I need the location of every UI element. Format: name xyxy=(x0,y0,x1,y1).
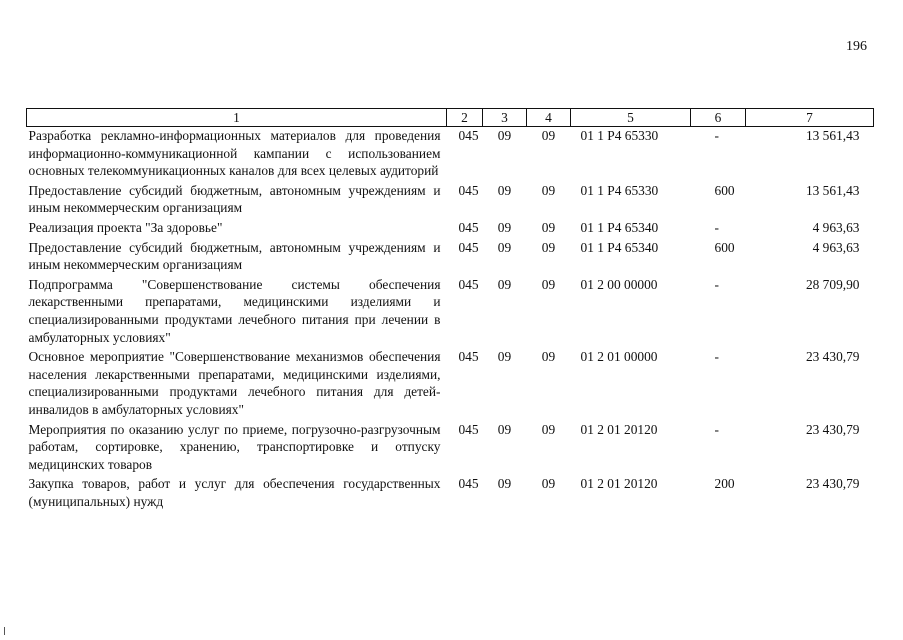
section-code: 09 xyxy=(497,421,512,437)
table-row xyxy=(27,348,874,420)
item-name: Закупка товаров, работ и услуг для обеспечения государственных (муниципальных) нужд xyxy=(28,476,441,509)
target-article-code: 01 1 Р4 65340 xyxy=(580,239,659,255)
expense-type-code: 200 xyxy=(714,476,735,492)
item-name: Разработка рекламно-информационных материалов для проведения информационно-коммуникационной кампании с использованием основных телекоммуникационных каналов для всех целевых аудиторий xyxy=(28,128,441,179)
item-name: Реализация проекта "За здоровье" xyxy=(28,219,223,235)
subsection-code: 09 xyxy=(541,421,556,437)
header-col-4: 4 xyxy=(527,109,571,127)
target-article-code: 01 1 Р4 65340 xyxy=(580,219,659,235)
subsection-code: 09 xyxy=(541,128,556,143)
expense-type-code: - xyxy=(714,349,719,365)
header-row xyxy=(27,109,874,127)
expense-type-code: - xyxy=(714,276,719,292)
expense-type-code: - xyxy=(714,421,719,437)
header-col-5: 5 xyxy=(571,109,691,127)
budget-table xyxy=(26,108,874,512)
target-article-code: 01 2 01 20120 xyxy=(580,421,658,437)
section-code: 09 xyxy=(497,128,512,143)
subsection-code: 09 xyxy=(541,219,556,235)
subsection-code: 09 xyxy=(541,349,556,365)
subsection-code: 09 xyxy=(541,476,556,492)
section-code: 09 xyxy=(497,276,512,292)
grbs-code: 045 xyxy=(458,476,479,492)
header-col-2: 2 xyxy=(447,109,483,127)
amount: 23 430,79 xyxy=(805,421,860,437)
amount: 23 430,79 xyxy=(805,349,860,365)
grbs-code: 045 xyxy=(458,182,479,198)
header-col-6: 6 xyxy=(691,109,746,127)
grbs-code: 045 xyxy=(458,219,479,235)
subsection-code: 09 xyxy=(541,276,556,292)
target-article-code: 01 2 00 00000 xyxy=(580,276,658,292)
header-col-3: 3 xyxy=(483,109,527,127)
expense-type-code: 600 xyxy=(714,182,735,198)
item-name: Мероприятия по оказанию услуг по приеме, погрузочно-разгрузочным работам, сортировке, хранению, транспортировке и отпуску медицинских товаров xyxy=(28,421,441,472)
amount: 13 561,43 xyxy=(805,182,860,198)
subsection-code: 09 xyxy=(541,239,556,255)
table-row xyxy=(27,239,874,276)
scan-mark xyxy=(4,627,5,635)
item-name: Основное мероприятие "Совершенствование механизмов обеспечения населения лекарственными препаратами, медицинскими изделиями, специализированными продуктами лечебного питания для детей-инвалидов в амбулаторных условиях" xyxy=(28,349,441,417)
amount: 4 963,63 xyxy=(812,219,860,235)
table-row xyxy=(27,182,874,219)
table-row xyxy=(27,127,874,182)
target-article-code: 01 2 01 00000 xyxy=(580,349,658,365)
subsection-code: 09 xyxy=(541,182,556,198)
grbs-code: 045 xyxy=(458,421,479,437)
section-code: 09 xyxy=(497,182,512,198)
header-col-1: 1 xyxy=(27,109,447,127)
amount: 28 709,90 xyxy=(805,276,860,292)
grbs-code: 045 xyxy=(458,276,479,292)
expense-type-code: 600 xyxy=(714,239,735,255)
expense-type-code: - xyxy=(714,128,719,143)
amount: 13 561,43 xyxy=(805,128,860,143)
expense-type-code: - xyxy=(714,219,719,235)
target-article-code: 01 2 01 20120 xyxy=(580,476,658,492)
grbs-code: 045 xyxy=(458,128,479,143)
target-article-code: 01 1 Р4 65330 xyxy=(580,128,659,143)
section-code: 09 xyxy=(497,239,512,255)
grbs-code: 045 xyxy=(458,239,479,255)
amount: 4 963,63 xyxy=(812,239,860,255)
item-name: Предоставление субсидий бюджетным, автономным учреждениям и иным некоммерческим организациям xyxy=(28,182,441,216)
target-article-code: 01 1 Р4 65330 xyxy=(580,182,659,198)
table-row xyxy=(27,219,874,239)
section-code: 09 xyxy=(497,219,512,235)
header-col-7: 7 xyxy=(746,109,874,127)
page-number: 196 xyxy=(846,39,867,54)
table-row xyxy=(27,475,874,512)
table-row xyxy=(27,276,874,348)
item-name: Подпрограмма "Совершенствование системы обеспечения лекарственными препаратами, медицинскими изделиями и специализированными продуктами лечебного питания при лечении в амбулаторных условиях" xyxy=(28,276,441,345)
section-code: 09 xyxy=(497,476,512,492)
amount: 23 430,79 xyxy=(805,476,860,492)
section-code: 09 xyxy=(497,349,512,365)
table-row xyxy=(27,421,874,476)
grbs-code: 045 xyxy=(458,349,479,365)
item-name: Предоставление субсидий бюджетным, автономным учреждениям и иным некоммерческим организациям xyxy=(28,239,441,273)
